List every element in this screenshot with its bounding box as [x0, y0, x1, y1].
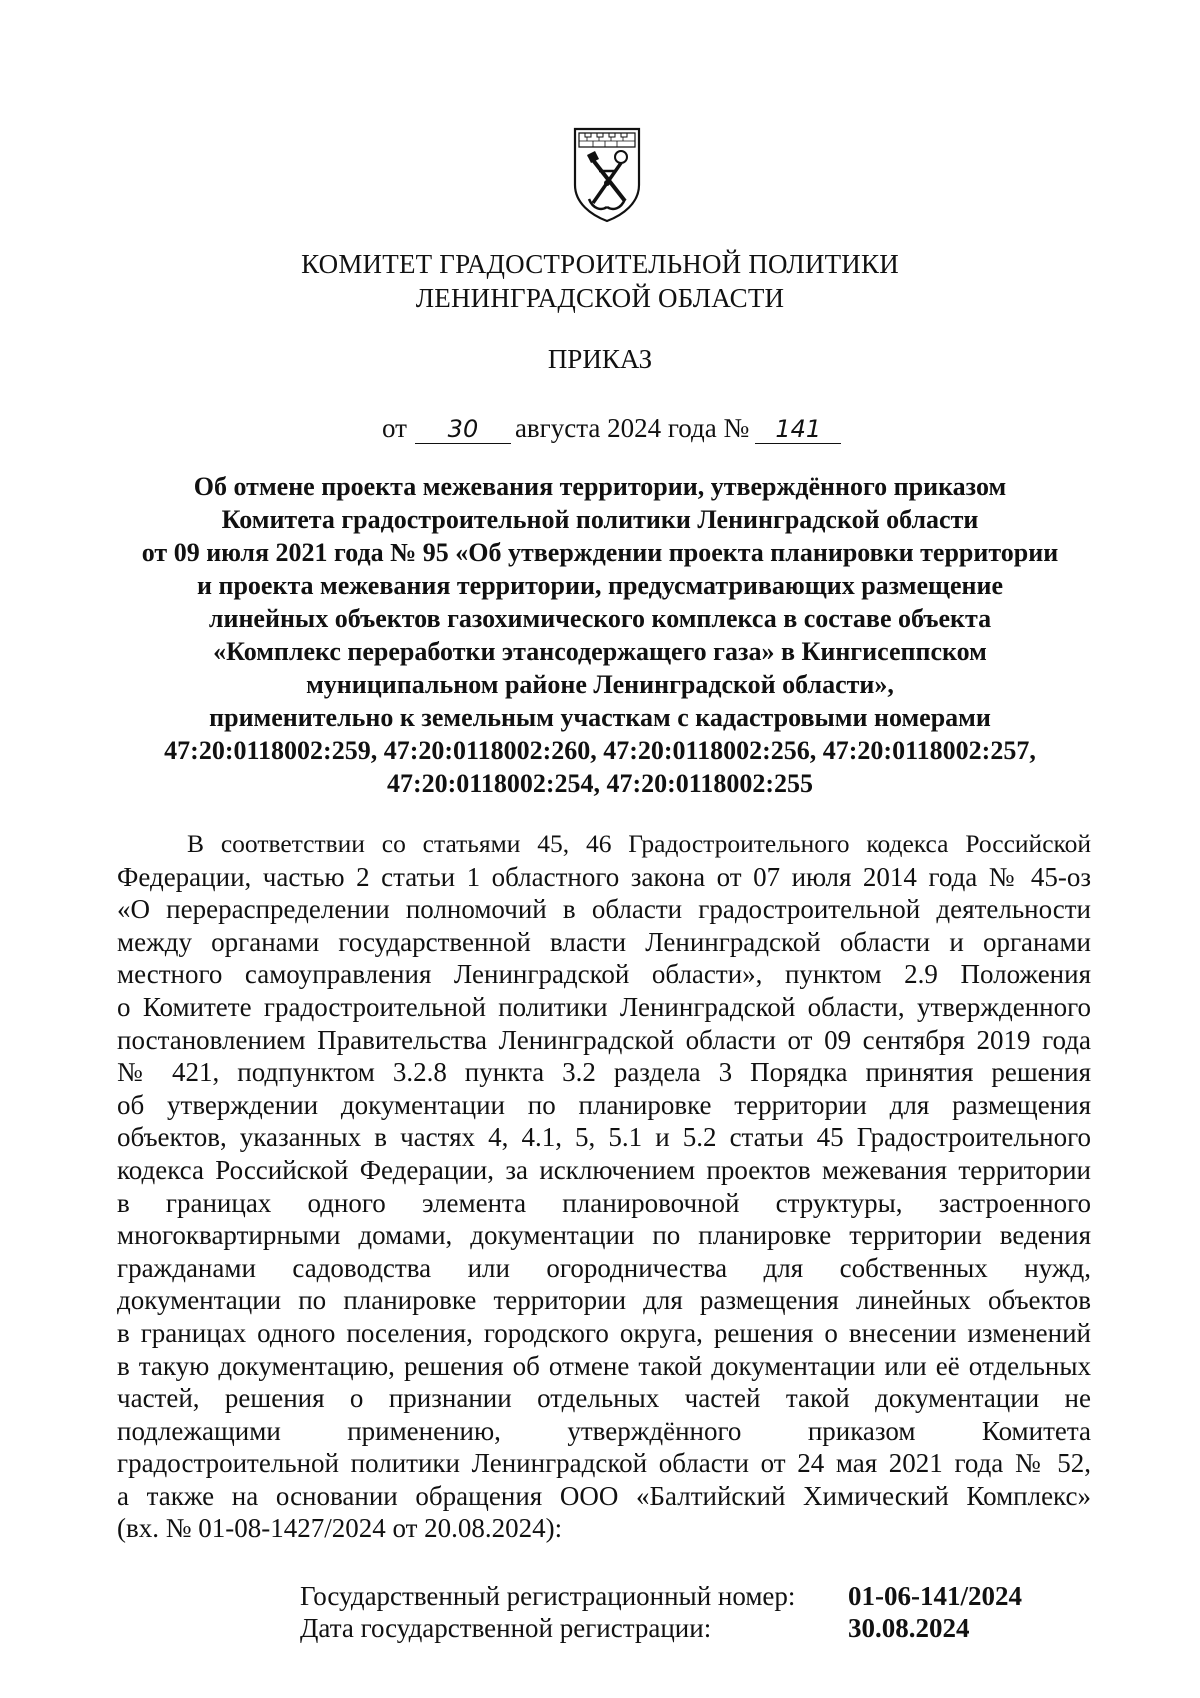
date-prefix: от — [382, 413, 407, 443]
order-date-line — [382, 411, 841, 445]
registration-number-value: 01-06-141/2024 — [848, 1581, 1022, 1611]
body-line: объектов, указанных в частях 4, 4.1, 5, 5.1 и 5.2 статьи 45 Градостроительного — [117, 1122, 1091, 1153]
heading-line: 47:20:0118002:254, 47:20:0118002:255 — [386, 769, 814, 798]
order-month-year: августа 2024 года № — [514, 413, 750, 443]
heading-line: и проекта межевания территории, предусматривающих размещение — [197, 571, 1003, 600]
heading-line: от 09 июля 2021 года № 95 «Об утверждении проекта планировки территории — [141, 538, 1059, 567]
body-line: (вх. № 01-08-1427/2024 от 20.08.2024): — [117, 1513, 563, 1544]
registration-date-value: 30.08.2024 — [848, 1613, 970, 1643]
body-line: в границах одного элемента планировочной структуры, застроенного — [117, 1187, 1091, 1218]
order-title: ПРИКАЗ — [547, 344, 653, 374]
body-line: Федерации, частью 2 статьи 1 областного закона от 07 июля 2014 года № 45-оз — [117, 861, 1091, 892]
body-line: градостроительной политики Ленинградской области от 24 мая 2021 года № 52, — [117, 1448, 1091, 1479]
body-line: № 421, подпунктом 3.2.8 пункта 3.2 раздела 3 Порядка принятия решения — [117, 1057, 1091, 1088]
body-line: документации по планировке территории для размещения линейных объектов — [117, 1285, 1091, 1316]
body-line: в границах одного поселения, городского округа, решения о внесении изменений — [117, 1317, 1091, 1348]
body-line: В соответствии со статьями 45, 46 Градостроительного кодекса Российской — [187, 829, 1091, 858]
body-line: частей, решения о признании отдельных частей такой документации не — [117, 1383, 1091, 1414]
body-line: а также на основании обращения ООО «Балтийский Химический Комплекс» — [117, 1480, 1091, 1511]
body-line: многоквартирными домами, документации по планировке территории ведения — [117, 1220, 1091, 1251]
registration-stamp — [300, 1580, 1022, 1644]
heading-line: применительно к земельным участкам с кадастровыми номерами — [209, 703, 991, 732]
body-paragraph — [117, 828, 1091, 1545]
heading-line: Комитета градостроительной политики Ленинградской области — [221, 505, 979, 534]
body-line: гражданами садоводства или огородничества для собственных нужд, — [117, 1252, 1091, 1283]
heading-line: муниципальном районе Ленинградской области», — [306, 670, 894, 699]
body-line: местного самоуправления Ленинградской области», пунктом 2.9 Положения — [117, 959, 1091, 990]
order-day: 30 — [415, 415, 511, 444]
body-line: об утверждении документации по планировке территории для размещения — [117, 1089, 1091, 1120]
body-line: постановлением Правительства Ленинградской области от 09 сентября 2019 года — [117, 1024, 1091, 1055]
heading-line: Об отмене проекта межевания территории, утверждённого приказом — [193, 472, 1007, 501]
heading-line: линейных объектов газохимического комплекса в составе объекта — [208, 604, 992, 633]
heading-line: «Комплекс переработки этансодержащего газа» в Кингисеппском — [213, 637, 987, 666]
registration-number-label: Государственный регистрационный номер: — [300, 1581, 796, 1611]
body-line: кодекса Российской Федерации, за исключением проектов межевания территории — [117, 1154, 1091, 1185]
committee-name-line-2: ЛЕНИНГРАДСКОЙ ОБЛАСТИ — [415, 283, 785, 313]
committee-name-line-1: КОМИТЕТ ГРАДОСТРОИТЕЛЬНОЙ ПОЛИТИКИ — [301, 249, 899, 279]
order-number: 141 — [755, 415, 841, 444]
coat-of-arms-icon — [571, 125, 643, 223]
order-heading — [110, 470, 1090, 800]
registration-date-row — [300, 1612, 1022, 1644]
registration-number-row — [300, 1580, 1022, 1612]
body-line: подлежащими применению, утверждённого приказом Комитета — [117, 1415, 1091, 1446]
body-line: между органами государственной власти Ленинградской области и органами — [117, 926, 1091, 957]
body-line: в такую документацию, решения об отмене такой документации или её отдельных — [117, 1350, 1091, 1381]
body-line: «О перераспределении полномочий в области градостроительной деятельности — [117, 894, 1091, 925]
heading-line: 47:20:0118002:259, 47:20:0118002:260, 47:20:0118002:256, 47:20:0118002:257, — [164, 736, 1036, 765]
registration-date-label: Дата государственной регистрации: — [300, 1613, 712, 1643]
body-line: о Комитете градостроительной политики Ленинградской области, утвержденного — [117, 991, 1091, 1022]
